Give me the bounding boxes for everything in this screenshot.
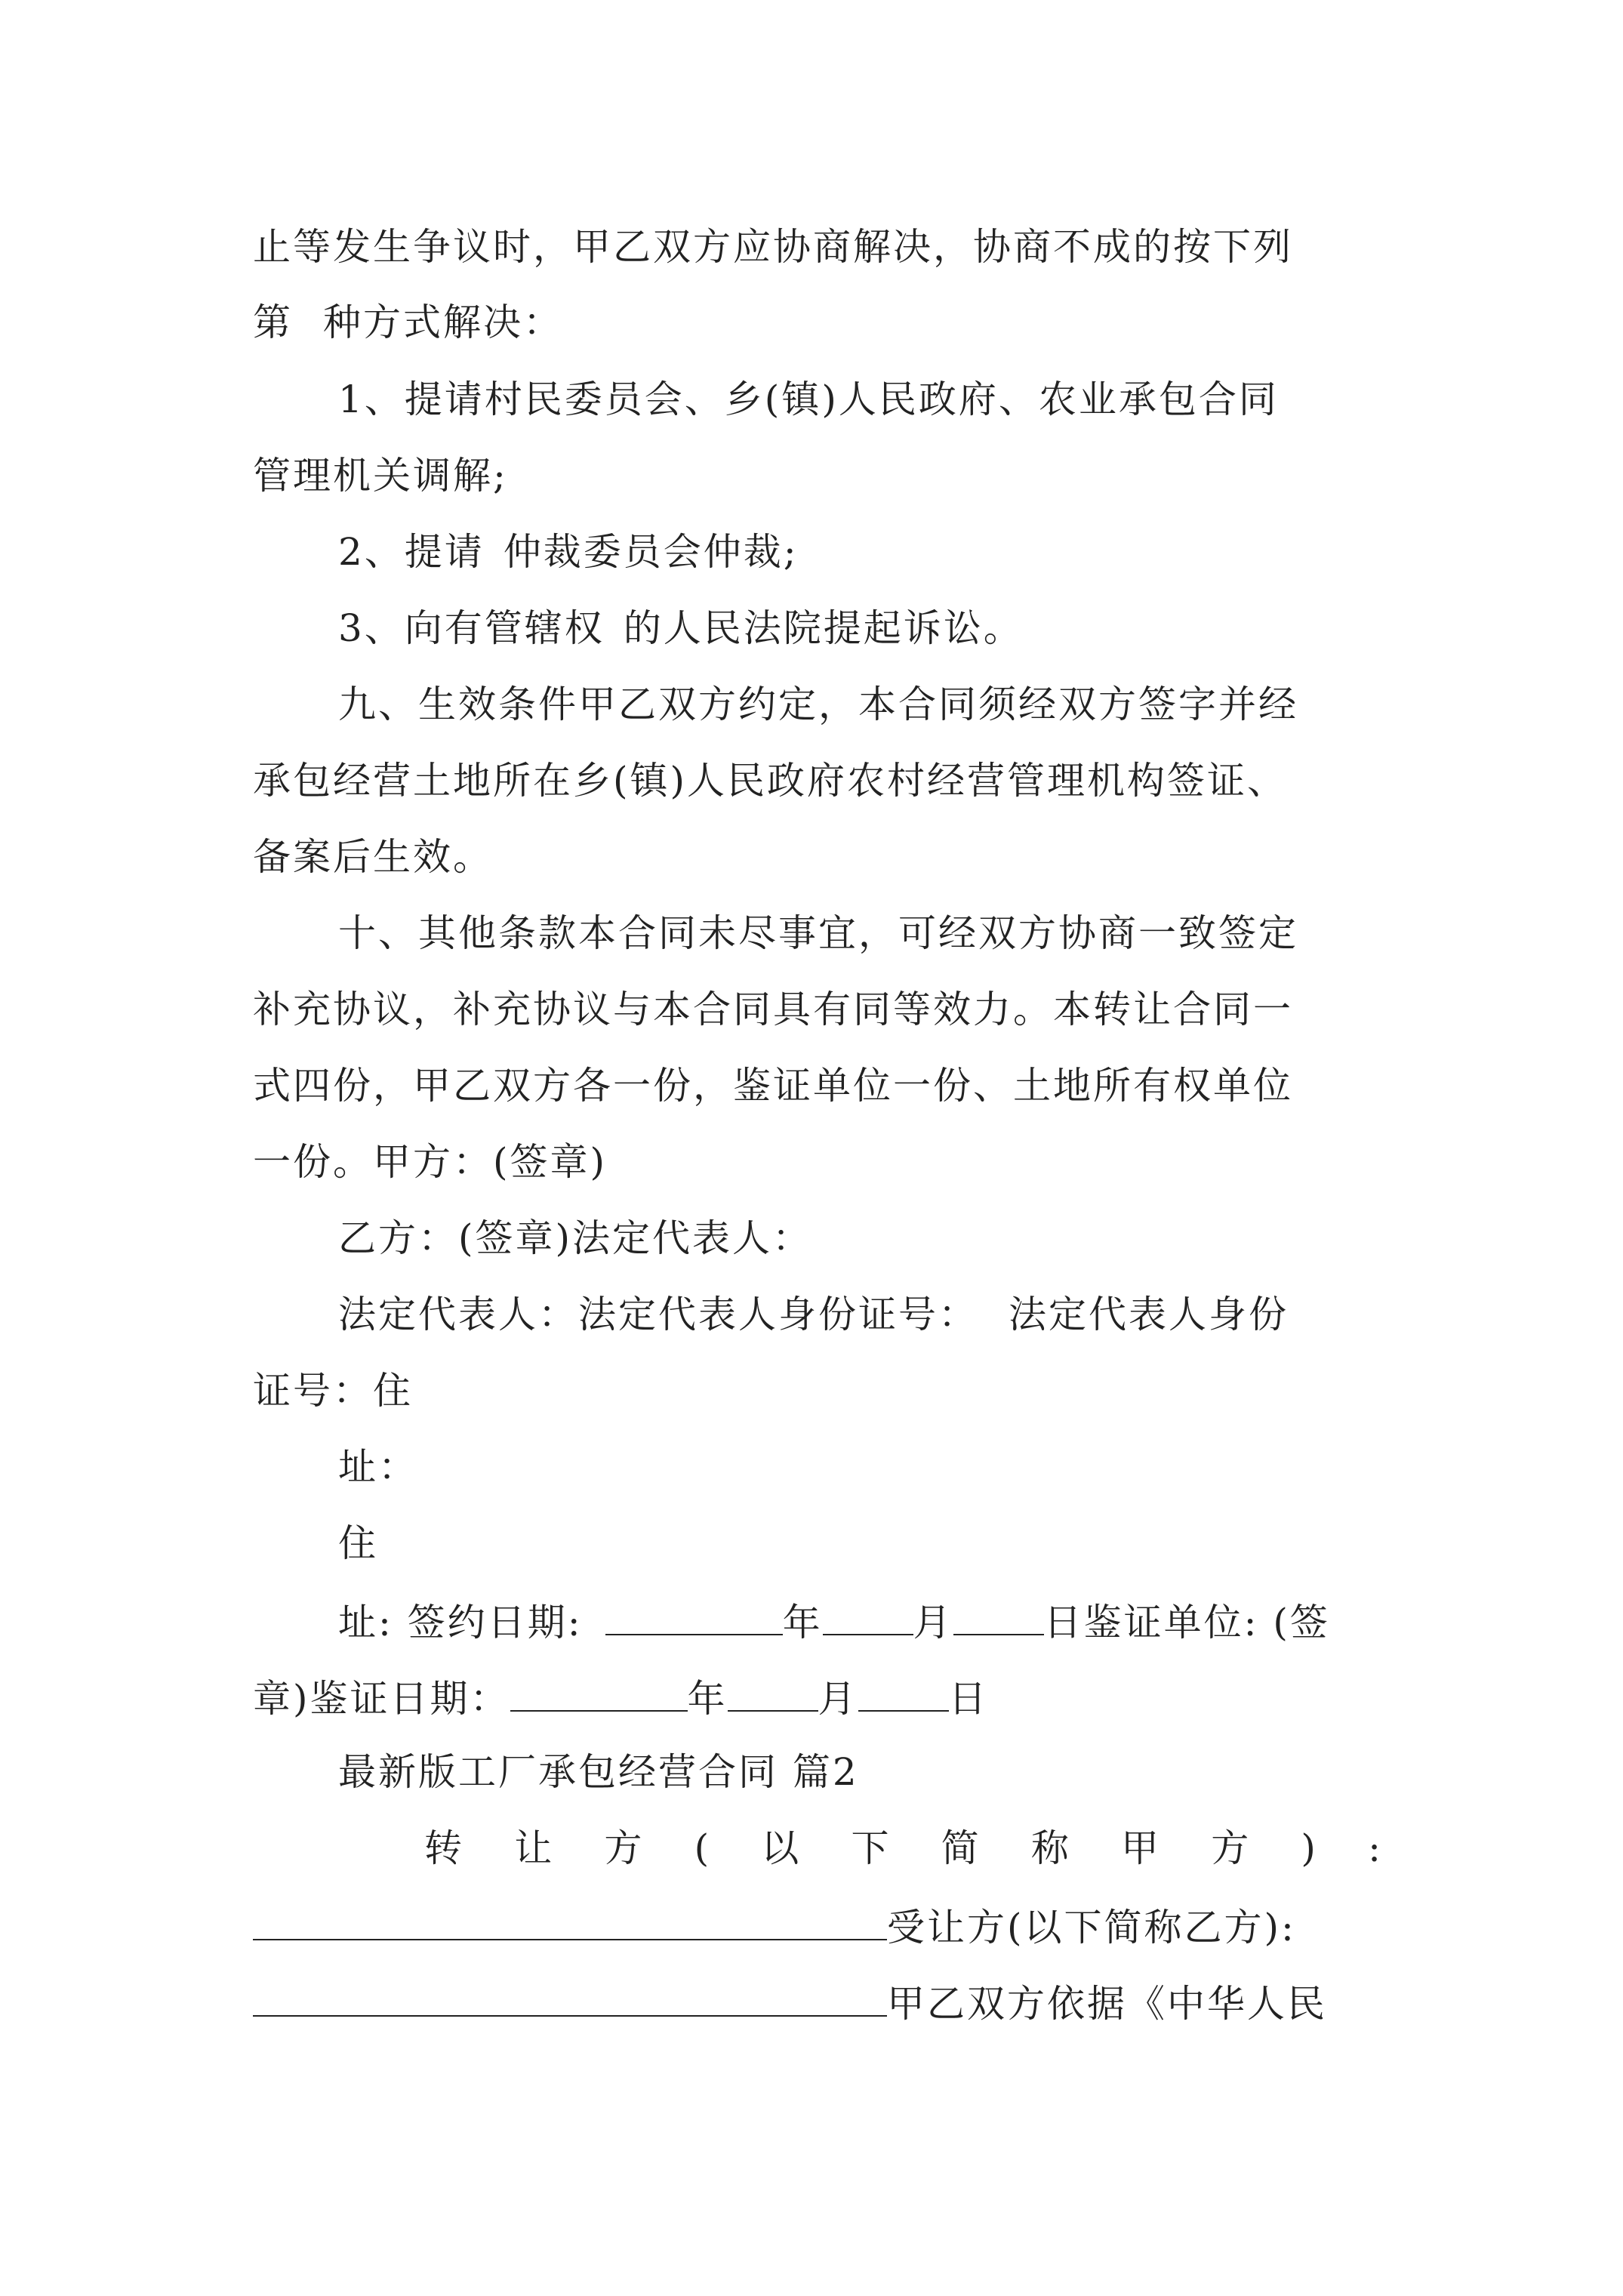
text-segment: 方 [1211,1826,1252,1870]
text-segment: 日鉴证单位: (签 [1043,1601,1330,1644]
text-line [253,1898,1296,1951]
text-segment: 的人民法院提起诉讼。 [623,606,1024,650]
text-segment: 简 [941,1826,981,1870]
text-line: 1、提请村民委员会、乡(镇)人民政府、农业承包合同 [338,378,1279,421]
text-line [424,1822,1383,1875]
text-segment: 称 [1030,1826,1071,1870]
text-segment: 甲乙双方依据《中华人民 [887,1982,1327,2026]
text-segment: 月 [818,1677,858,1721]
text-line: 址： [338,1445,418,1489]
text-segment: 受让方(以下简称乙方): [887,1906,1296,1949]
text-line: 止等发生争议时，甲乙双方应协商解决，协商不成的按下列 [253,225,1293,269]
text-segment: 下 [851,1826,892,1870]
text-line: 证号：住 [253,1369,413,1413]
text-line [253,1669,989,1722]
text-line: 住 [338,1521,378,1565]
text-line [253,296,563,349]
text-segment: 址: 签约日期: [338,1601,583,1644]
text-segment: 日 [948,1677,989,1721]
fill-in-blank [253,1898,887,1940]
fill-in-blank [823,1593,913,1635]
fill-in-blank [953,1593,1044,1635]
text-segment: 以 [761,1826,802,1870]
text-line: 管理机关调解; [253,454,508,498]
text-line [338,1593,1330,1646]
text-line: 九、生效条件甲乙双方约定，本合同须经双方签字并经 [338,683,1298,726]
fill-in-blank [605,1593,783,1635]
text-line [338,525,799,578]
fill-in-blank [510,1669,688,1712]
text-line [253,1974,1327,2027]
text-segment: 第 [253,300,293,344]
text-line [338,602,1024,655]
text-line: 十、其他条款本合同未尽事宜，可经双方协商一致签定 [338,911,1298,955]
text-line: 补充协议，补充协议与本合同具有同等效力。本转让合同一 [253,988,1293,1031]
text-segment: 转 [424,1826,464,1870]
text-segment: ) [1301,1826,1318,1870]
text-line: 式四份，甲乙双方各一份，鉴证单位一份、土地所有权单位 [253,1064,1293,1108]
text-line: 乙方：(签章)法定代表人： [338,1216,813,1260]
text-segment: 年 [782,1601,823,1644]
section-heading: 最新版工厂承包经营合同 篇2 [338,1750,859,1794]
fill-in-blank [728,1669,818,1712]
text-line: 一份。甲方：(签章) [253,1140,608,1184]
text-segment: 年 [687,1677,728,1721]
text-line: 备案后生效。 [253,835,493,879]
text-segment: 法定代表人身份 [1009,1293,1289,1336]
text-segment: 甲 [1121,1826,1162,1870]
text-segment: : [1368,1826,1383,1870]
text-segment: 仲裁委员会仲裁; [503,530,799,574]
text-segment: 让 [514,1826,555,1870]
text-segment: 种方式解决： [323,300,563,344]
text-line: 承包经营土地所在乡(镇)人民政府农村经营管理机构签证、 [253,759,1288,803]
text-segment: 方 [604,1826,645,1870]
text-segment: 3、向有管辖权 [338,606,605,650]
text-segment: ( [694,1826,712,1870]
text-segment: 法定代表人：法定代表人身份证号： [338,1293,978,1336]
fill-in-blank [253,1974,887,2017]
text-line [338,1288,1289,1341]
fill-in-blank [858,1669,949,1712]
text-segment: 2、提请 [338,530,485,574]
text-segment: 章)鉴证日期： [253,1677,510,1721]
text-segment: 月 [913,1601,953,1644]
